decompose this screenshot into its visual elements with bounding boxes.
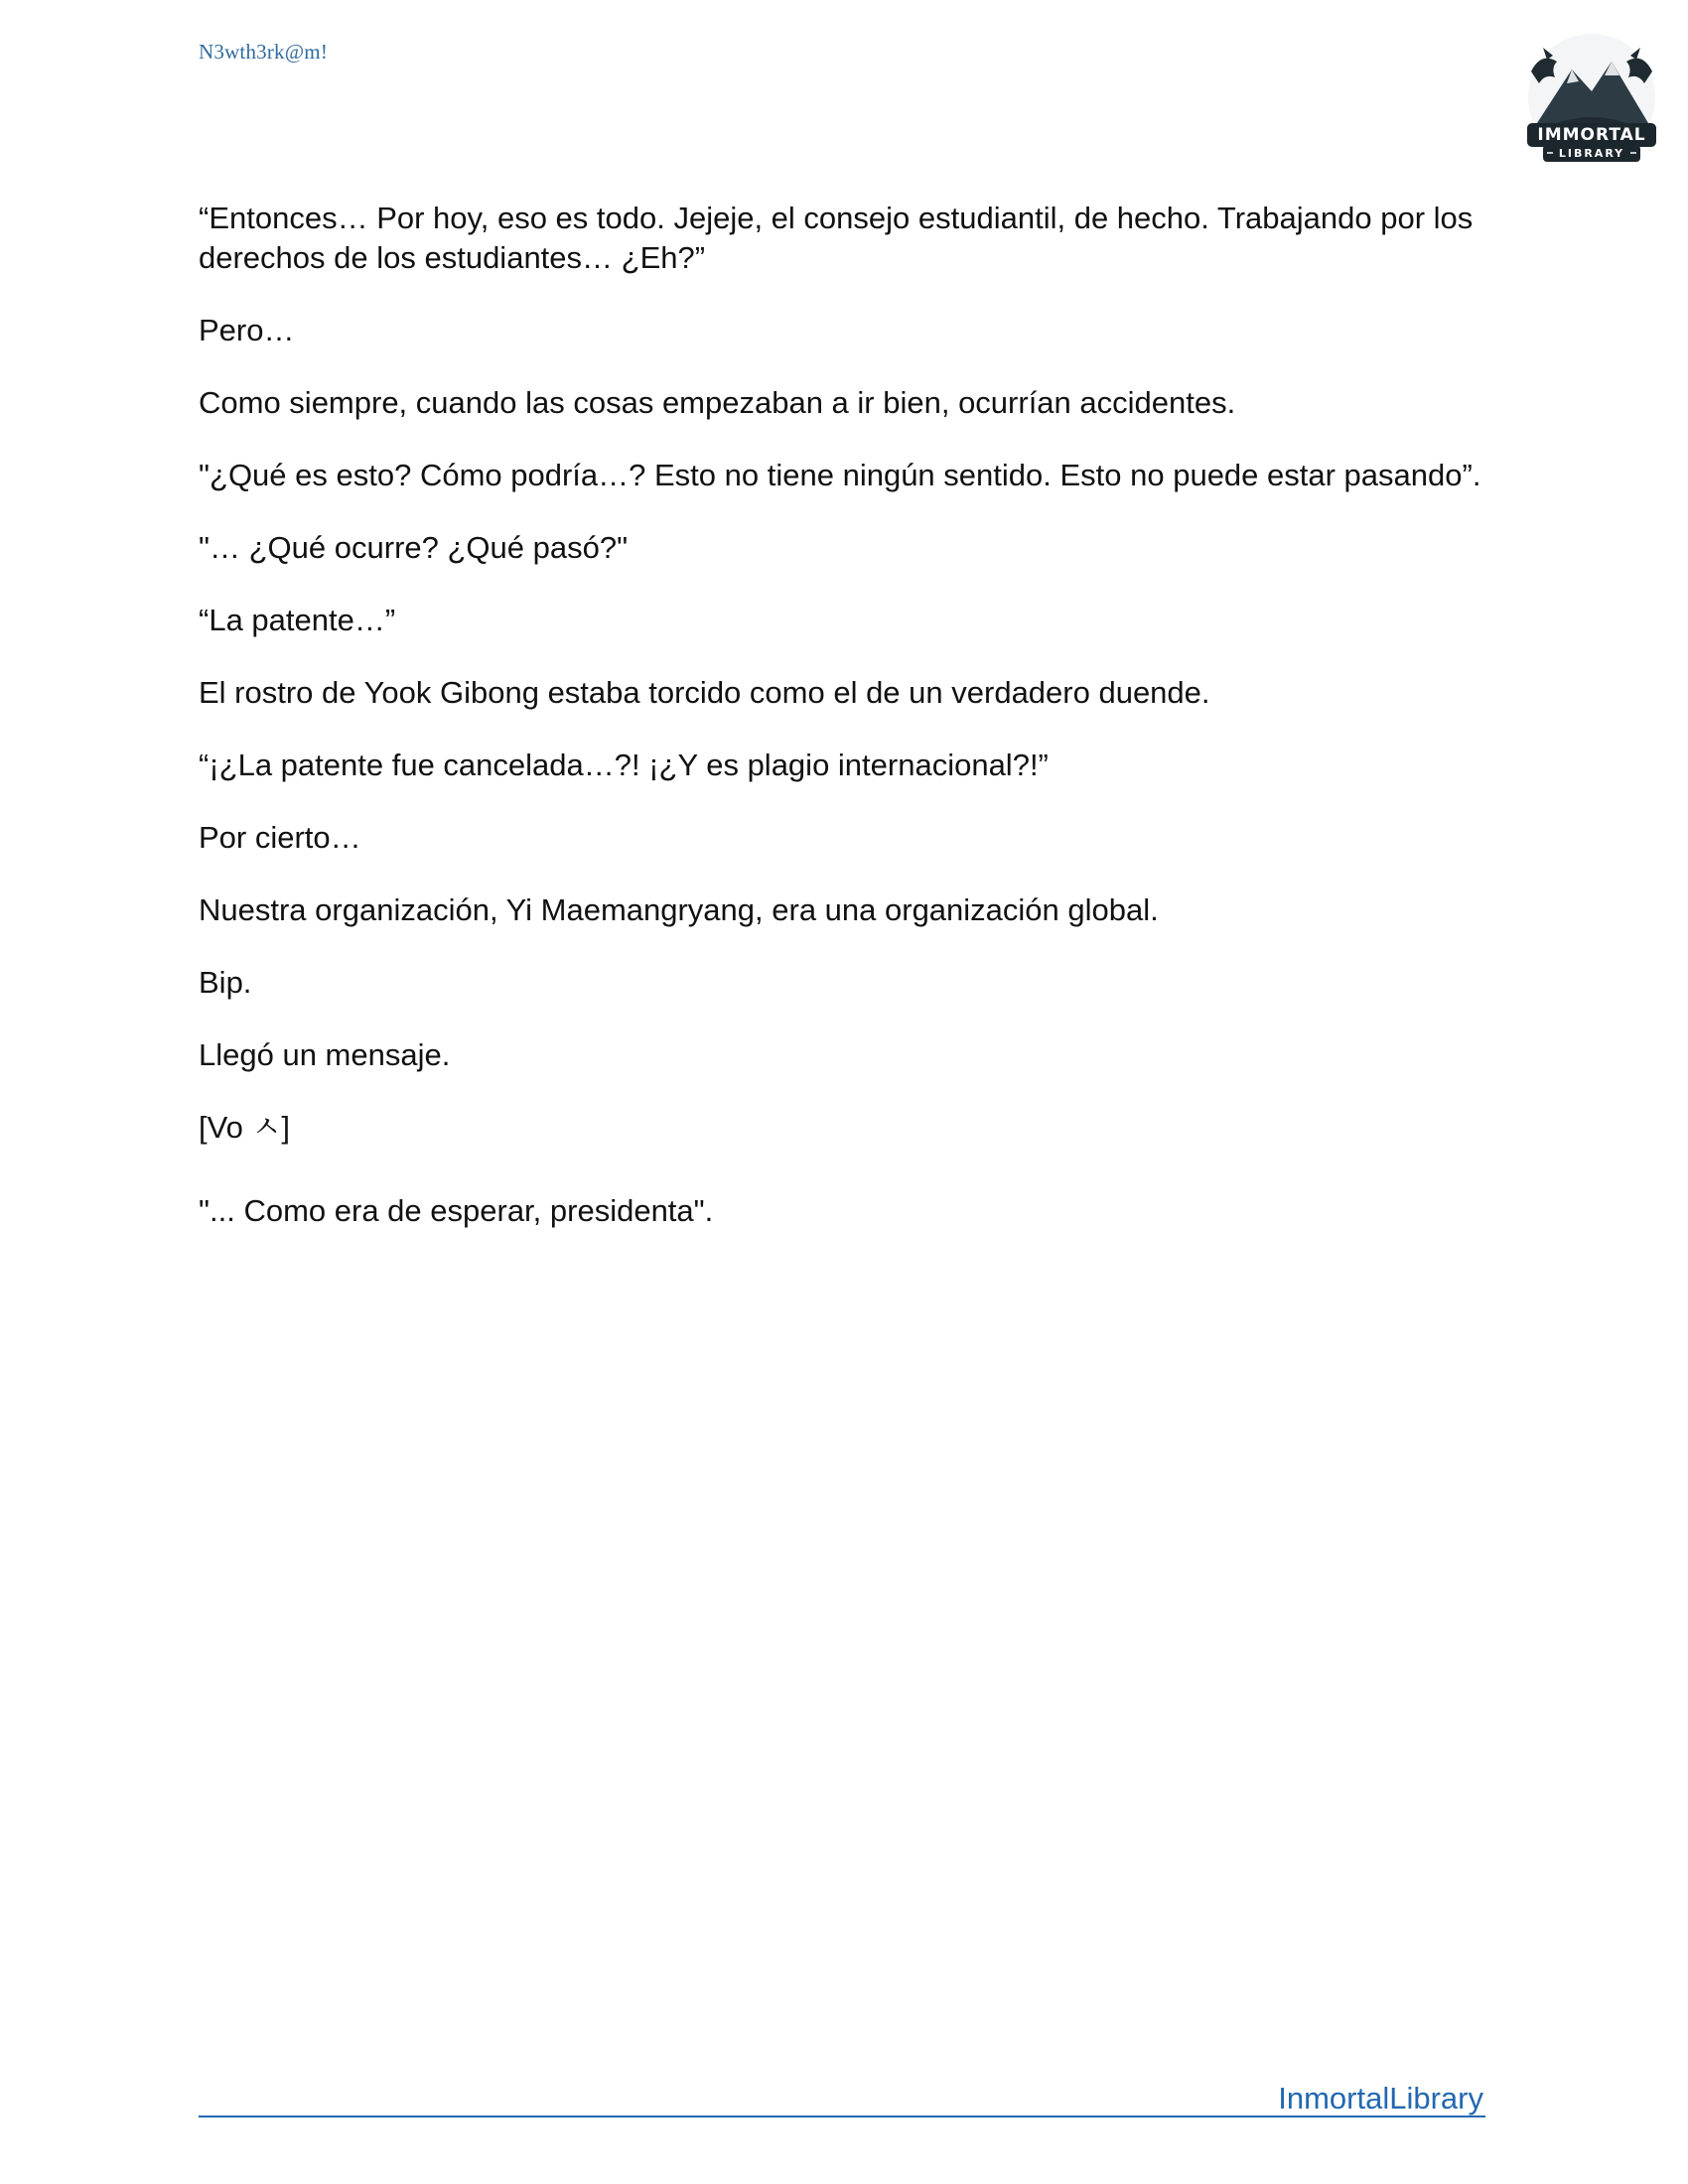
logo-line-1: IMMORTAL xyxy=(1537,125,1646,145)
header-credit: N3wth3rk@m! xyxy=(199,40,329,64)
document-body xyxy=(199,199,1499,1264)
logo-line-2: LIBRARY xyxy=(1558,147,1625,160)
footer-divider xyxy=(199,2116,1485,2117)
paragraph-3: Como siempre, cuando las cosas empezaban a ir bien, ocurrían accidentes. xyxy=(199,385,1236,420)
paragraph-8: “¡¿La patente fue cancelada…?! ¡¿Y es plagio internacional?!” xyxy=(199,748,1049,782)
paragraph-12: Llegó un mensaje. xyxy=(199,1037,451,1072)
paragraph-11: Bip. xyxy=(199,965,252,1000)
paragraph-2: Pero… xyxy=(199,313,295,347)
immortal-library-logo xyxy=(1517,32,1666,166)
paragraph-6: “La patente…” xyxy=(199,603,396,637)
paragraph-1: “Entonces… Por hoy, eso es todo. Jejeje, el consejo estudiantil, de hecho. Trabajando por los derechos de los estudiantes… ¿Eh?” xyxy=(199,201,1474,275)
footer-link[interactable]: InmortalLibrary xyxy=(1278,2081,1483,2116)
paragraph-9: Por cierto… xyxy=(199,820,361,855)
paragraph-13: [Vo ㅅ] xyxy=(199,1110,290,1145)
paragraph-14: "... Como era de esperar, presidenta". xyxy=(199,1193,714,1228)
paragraph-4: "¿Qué es esto? Cómo podría…? Esto no tiene ningún sentido. Esto no puede estar pasando”. xyxy=(199,458,1481,492)
paragraph-7: El rostro de Yook Gibong estaba torcido como el de un verdadero duende. xyxy=(199,675,1210,710)
paragraph-5: "… ¿Qué ocurre? ¿Qué pasó?" xyxy=(199,530,629,565)
paragraph-10: Nuestra organización, Yi Maemangryang, era una organización global. xyxy=(199,892,1159,927)
